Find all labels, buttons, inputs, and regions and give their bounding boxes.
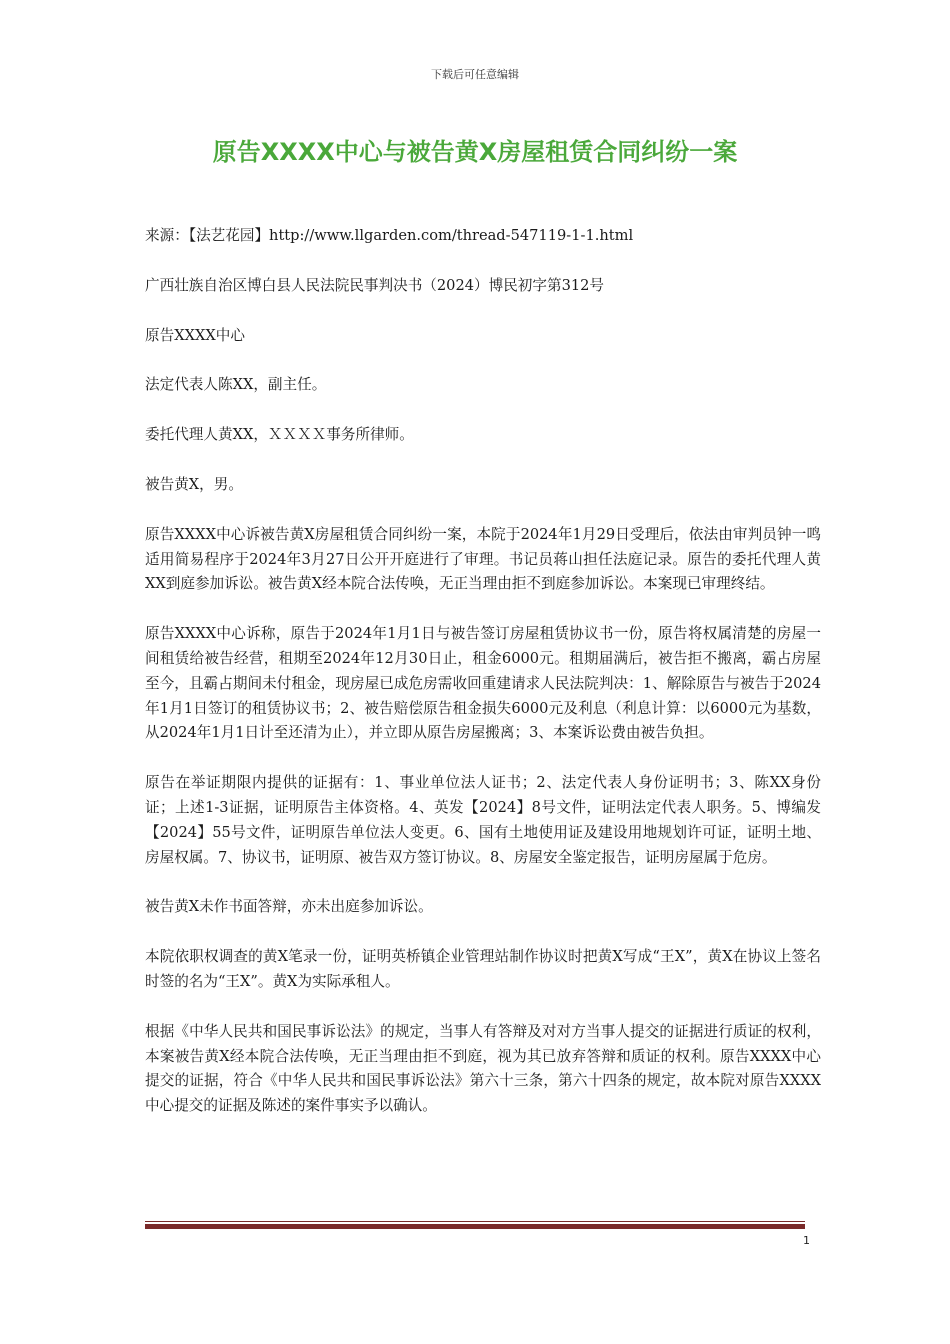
evidence-paragraph: 原告在举证期限内提供的证据有：1、事业单位法人证书；2、法定代表人身份证明书；3、陈XX身份证；上述1-3证据，证明原告主体资格。4、英发【2024】8号文件，证明法定代表人职务。5、博编发【2024】55号文件，证明原告单位法人变更。6、国有土地使用证及建设用地规划许可证，证明土地、房屋权属。7、协议书，证明原、被告双方签订协议。8、房屋安全鉴定报告，证明房屋属于危房。 [145,774,821,866]
judgment-heading: 广西壮族自治区博白县人民法院民事判决书（2024）博民初字第312号 [145,276,605,294]
defendant-response-paragraph: 被告黄X未作书面答辩，亦未出庭参加诉讼。 [145,898,433,916]
plaintiff-claims-paragraph: 原告XXXX中心诉称，原告于2024年1月1日与被告签订房屋租赁协议书一份，原告将权属清楚的房屋一间租赁给被告经营，租期至2024年12月30日止，租金6000元。租期届满后，被告拒不搬离，霸占房屋至今，且霸占期间未付租金，现房屋已成危房需收回重建请求人民法院判决：1、解除原告与被告于2024年1月1日签订的租赁协议书；2、被告赔偿原告租金损失6000元及利息（利息计算：以6000元为基数，从2024年1月1日计至还清为止），并立即从原告房屋搬离；3、本案诉讼费由被告负担。 [145,625,821,742]
footer-rule-thin [145,1221,805,1222]
header-note: 下载后可任意编辑 [431,68,519,81]
plaintiff-line: 原告XXXX中心 [145,326,245,344]
legal-representative-line: 法定代表人陈XX，副主任。 [145,376,327,394]
source-line: 来源：【法艺花园】http://www.llgarden.com/thread-547119-1-1.html [145,227,634,244]
document-title: 原告XXXX中心与被告黄X房屋租赁合同纠纷一案 [212,138,738,166]
document-body [145,224,821,1144]
court-finding-paragraph: 根据《中华人民共和国民事诉讼法》的规定，当事人有答辩及对对方当事人提交的证据进行质证的权利，本案被告黄X经本院合法传唤，无正当理由拒不到庭，视为其已放弃答辩和质证的权利。原告XXXX中心提交的证据，符合《中华人民共和国民事诉讼法》第六十三条，第六十四条的规定，故本院对原告XXXX中心提交的证据及陈述的案件事实予以确认。 [145,1022,821,1115]
case-overview-paragraph: 原告XXXX中心诉被告黄X房屋租赁合同纠纷一案，本院于2024年1月29日受理后，依法由审判员钟一鸣适用简易程序于2024年3月27日公开开庭进行了审理。书记员蒋山担任法庭记录。原告的委托代理人黄XX到庭参加诉讼。被告黄X经本院合法传唤，无正当理由拒不到庭参加诉讼。本案现已审理终结。 [145,525,821,593]
page-number: 1 [803,1234,810,1247]
agent-line: 委托代理人黄XX，ＸＸＸＸ事务所律师。 [145,426,414,444]
court-investigation-paragraph: 本院依职权调查的黄X笔录一份，证明英桥镇企业管理站制作协议时把黄X写成“王X”，黄X在协议上签名时签的名为“王X”。黄X为实际承租人。 [145,948,821,990]
defendant-line: 被告黄X，男。 [145,475,243,493]
footer-rule-thick [145,1224,805,1229]
